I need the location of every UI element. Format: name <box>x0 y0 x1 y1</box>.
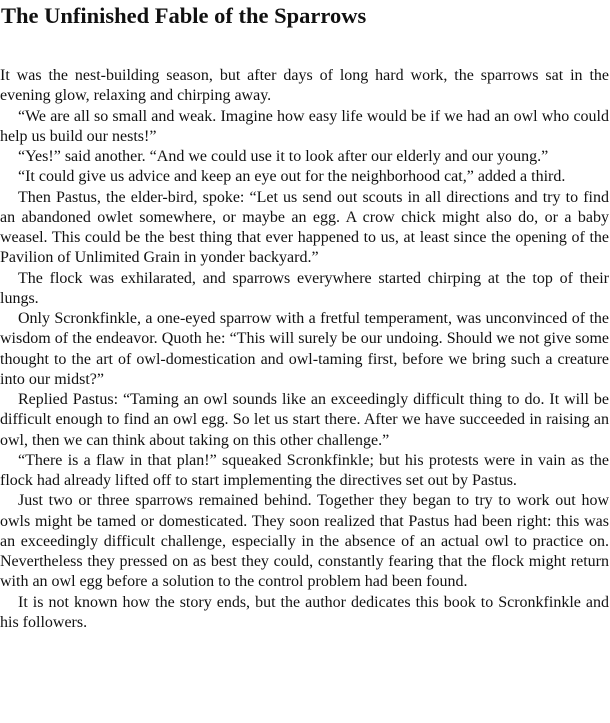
paragraph: “We are all so small and weak. Imagine how easy life would be if we had an owl who could help us build our nests!” <box>0 107 609 145</box>
paragraph: It was the nest-building season, but after days of long hard work, the sparrows sat in the evening glow, relaxing and chirping away. <box>0 67 609 105</box>
paragraph: “Yes!” said another. “And we could use it to look after our elderly and our young.” <box>18 148 549 165</box>
paragraph: “There is a flaw in that plan!” squeaked Scronkfinkle; but his protests were in vain as the flock had already lifted off to start implementing the directives set out by Pastus. <box>0 451 609 489</box>
paragraph: Just two or three sparrows remained behind. Together they began to try to work out how owls might be tamed or domesticated. They soon realized that Pastus had been right: this was an exceedingly difficult challenge, especially in the absence of an actual owl to practice on. Nevertheless they pressed on as best they could, constantly fearing that the flock might return with an owl egg before a solution to the control problem had been found. <box>0 492 609 591</box>
paragraph: Replied Pastus: “Taming an owl sounds like an exceedingly difficult thing to do. It will be difficult enough to find an owl egg. So let us start there. After we have succeeded in raising an owl, then we can think about taking on this other challenge.” <box>0 391 609 449</box>
page-title: The Unfinished Fable of the Sparrows <box>1 3 367 28</box>
paragraph: The flock was exhilarated, and sparrows everywhere started chirping at the top of their lungs. <box>0 269 609 307</box>
paragraph: Then Pastus, the elder-bird, spoke: “Let us send out scouts in all directions and try to find an abandoned owlet somewhere, or maybe an egg. A crow chick might also do, or a baby weasel. This could be the best thing that ever happened to us, at least since the opening of the Pavilion of Unlimited Grain in yonder backyard.” <box>0 188 609 267</box>
paragraph: Only Scronkfinkle, a one-eyed sparrow with a fretful temperament, was unconvinced of the wisdom of the endeavor. Quoth he: “This will surely be our undoing. Should we not give some thought to the art of owl-domestication and owl-taming first, before we bring such a creature into our midst?” <box>0 310 609 388</box>
paragraph: It is not known how the story ends, but the author dedicates this book to Scronkfinkle and his followers. <box>0 593 609 631</box>
paragraph: “It could give us advice and keep an eye out for the neighborhood cat,” added a third. <box>18 168 566 186</box>
fable-body <box>0 66 609 633</box>
document-page <box>0 3 610 723</box>
